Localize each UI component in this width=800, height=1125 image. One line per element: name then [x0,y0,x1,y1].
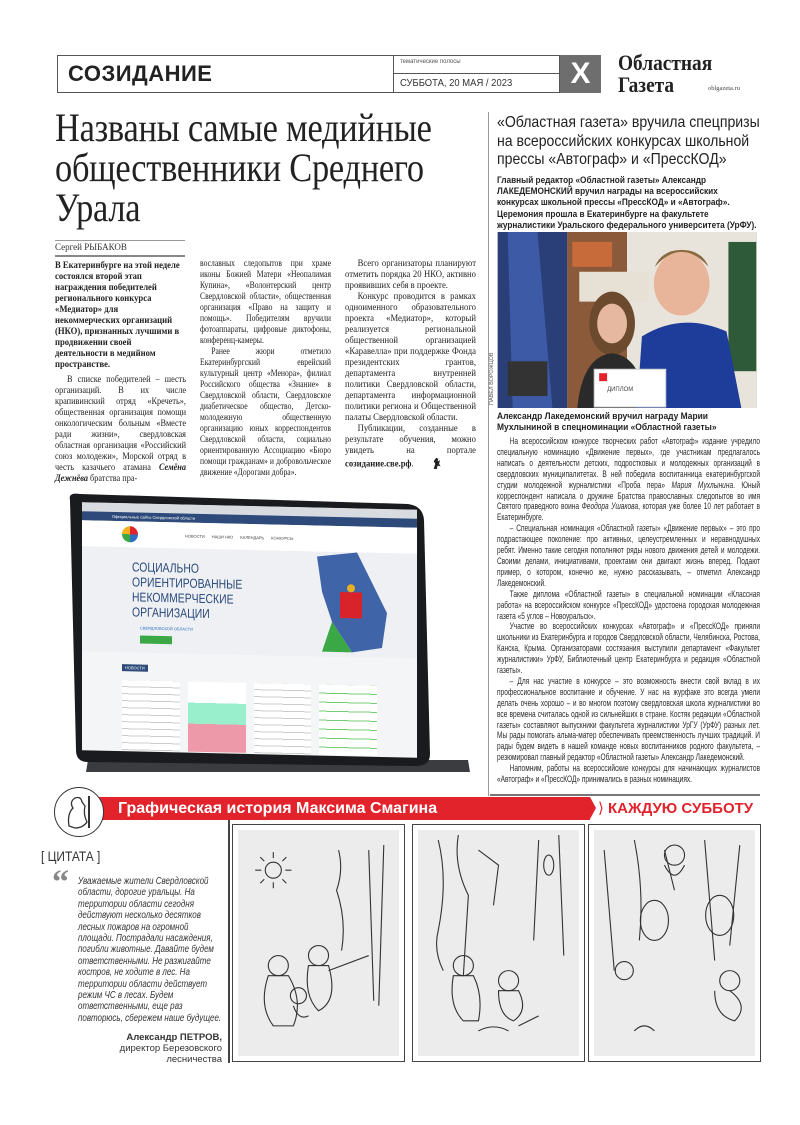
paragraph: Ранее жюри отметило Екатеринбургский еврейский культурный центр «Менора», филиал Российского общества «Знание» в Свердловской области, Свердловское диабетическое общество, Детско-молодежную общественную организацию юных корреспондентов Свердловской области, социально ориентированную Ассоциацию «Бюро помощи гражданам» и добровольческое движение «Дорогами добра». [200,346,331,478]
paragraph: . Юный корреспондент написала о дружине Братства православных следопытов во имя Святого праведного воина [497,478,760,512]
hero-line: ОРИЕНТИРОВАННЫЕ [132,574,243,592]
hero-subtitle: СВЕРДЛОВСКОЙ ОБЛАСТИ [140,625,193,632]
author-title: директор Березовского лесничества [119,1043,222,1065]
schedule-label: ⟩ КАЖДУЮ СУББОТУ [598,800,754,817]
award-photo [497,232,757,408]
newspaper-logo [618,52,712,96]
paragraph: Участие во всероссийских конкурсах «Автограф» и «ПрессКОД» приняли школьники из Екатеринбурга и городов Свердловской области, Челябинска, Ростова, Канска, Крыма. Организаторами состязания выступили департамент «Факультет журналистики» УрФУ, Библиотечный центр Екатеринбурга и редакция «Областной газеты». [497,620,760,676]
portal-link[interactable]: созидание.све.рф [345,458,412,470]
paragraph: Всего организаторы планируют отметить порядка 20 НКО, активно проявивших себя в проекте. [345,258,476,291]
quote-mark-icon: “ [52,864,69,901]
comic-panel-3 [588,824,761,1062]
paragraph: Напомним, работы на всероссийские конкурсы для начинающих журналистов «Автограф» и «ПрессКОД» принимались в разных номинациях. [497,762,760,785]
photo-credit: ПАВЕЛ ВОРОЖЦОВ [489,352,495,405]
regional-emblem-icon [419,456,442,473]
logo-url: oblgazeta.ru [708,85,740,92]
logo-line: Газета [618,72,675,97]
news-tab[interactable]: НОВОСТИ [122,664,148,672]
bear-emblem-icon [54,787,104,837]
site-nav-item[interactable]: НАШИ НКО [211,533,234,540]
hero-line: ОРГАНИЗАЦИИ [132,604,210,622]
banner-arrow [590,797,596,819]
paragraph: – Для нас участие в конкурсе – это возможность внести свой вклад в их профессиональное воспитание и обучение. У нас на журфаке это всегда умели делать очень хорошо – и во многом поэтому свердловская школа журналистики во все времена считалась одной из сильнейших в стране. Костяк редакции «Областной газеты» составляют выпускники факультета журналистики УрГУ (УрФУ) разных лет. Мы рады помогать альма-матер обеспечивать преемственность лучших традиций. И рады будем видеть в нашей команде новых воспитанников родного факультета, – резюмировал главный редактор «Областной газеты» Александр Лакедемонский. [497,674,760,763]
site-nav-item[interactable]: КАЛЕНДАРЬ [240,534,265,540]
hero-title [132,559,242,622]
site-nav-item[interactable]: КОНКУРСЫ [271,534,294,541]
tablet-photo [58,492,473,777]
paragraph: братства пра- [90,473,138,484]
section-header [57,55,560,93]
side-article-body [497,436,760,785]
section-divider [490,794,760,796]
quote-text: Уважаемые жители Свердловской области, дорогие уральцы. На территории области сегодня действуют несколько десятков лесных пожаров на огромной площади. Пострадали насаждения, погибли животные. Давайте будем ответственными. Не разжигайте костров, не ходите в лес. На территории области действует режим ЧС в лесах. Будем ответственными, еще раз повторюсь, сбережем наше будущее. [78,876,222,1024]
site-top-bar: Официальные сайты Свердловской области [82,511,417,528]
schedule-text: КАЖДУЮ СУББОТУ [608,800,754,817]
hero-button[interactable] [140,636,172,645]
paragraph: – Специальная номинация «Областной газеты» «Движение первых» – это про подрастающее поколение: про активных, целеустремленных и неравнодушных ребят. Именно такие сегодня пополняют ряды нового движения детей и молодежи. Своими делами, инициативами, проектами они двигают жизнь вперед. Подают пример, о котором, конечно же, нужно рассказывать, – отметил Александр Лакедемонский. [497,522,760,588]
article-title: Названы самые медийные общественники Среднего Урала [55,105,432,230]
paragraph: На всероссийском конкурсе творческих работ «Автограф» издание учредило специальную номинацию «Движение первых», где участникам предлагалось написать о деятельности детских, подростковых и молодежных организаций в свердловских муниципалитетах. В ней победила воспитанница екатеринбургской студии молодежной журналистики «Проба пера» [497,435,760,490]
paragraph: В списке победителей – шесть организаций. В их числе крапивинский отряд «Кречеть», общественная организация помощи онкологическим больным «Вместе ради жизни», свердловская областная организация «Российский союз молодежи», Морской отряд в честь казачьего атамана [55,374,186,473]
hero-line: СОЦИАЛЬНО [132,559,199,576]
comic-panel-2 [412,824,585,1062]
side-article-lead: Главный редактор «Областной газеты» Александр ЛАКЕДЕМОНСКИЙ вручил награды на всероссийских конкурсах школьной прессы «ПрессКОД» и «Автограф». Церемония прошла в Екатеринбурге на факультете журналистики Уральского федерального университета (УрФУ). [497,174,757,230]
paragraph: вославных следопытов при храме иконы Божией Матери «Неопалимая Купина», «Волонтерский центр Свердловской области», общественная организация «Право на защиту и помощь». Победителям вручили фотоаппараты, цифровые диктофоны, конференц-камеры. [200,258,331,346]
paragraph: Также диплома «Областной газеты» в специальной номинации «Классная работа» на всероссийском конкурсе «ПрессКОД» удостоена городская молодежная газета «5 углов – Новоуральск». [497,587,760,621]
byline: Сергей РЫБАКОВ [55,240,185,257]
tablet-screen [82,502,417,758]
column-divider [488,112,489,796]
quote-author [96,1032,222,1065]
header-divider [393,56,394,92]
site-logo-icon [122,526,138,542]
side-article-title: «Областная газета» вручила спецпризы на всероссийских конкурсах школьной прессы «Автограф» и «ПрессКОД» [497,114,760,168]
region-map-icon [312,551,392,658]
comic-panel-1 [232,824,405,1062]
person-name: Феодора Ушакова [581,500,639,512]
paragraph: Публикации, созданные в результате обучения, можно увидеть на портале [345,423,476,456]
article-column-1 [55,374,186,484]
photo-caption: Александр Лакедемонский вручил награду Марии Мухлыниной в спецноминации «Областной газеты» [497,410,717,433]
page-number: X [560,55,601,93]
quote-label: [ ЦИТАТА ] [41,848,101,864]
article-lead: В Екатеринбурге на этой неделе состоялся второй этап награждения победителей регионального конкурса «Медиатор» для некоммерческих организаций (НКО), признанных лучшими в продвижении своей деятельности в медийном пространстве. [55,260,180,370]
person-name: Мария Мухлынина [671,478,734,490]
article-column-3: Всего организаторы планируют отметить порядка 20 НКО, активно проявивших себя в проекте. Конкурс проводится в рамках одноименного образовательного проекта «Медиатор», который реализуется региональной общественной организацией «Каравелла» при поддержке Фонда президентских грантов, департамента внутренней политики Свердловской области, департамента информационной политики региона и Общественной палаты Свердловской области. Публикации, созданные в результате обучения, можно увидеть на портале созидание.све.рф. [345,258,476,473]
column-divider [228,820,230,1063]
rubric-title: СОЗИДАНИЕ [68,61,213,86]
paragraph: Конкурс проводится в рамках одноименного образовательного проекта «Медиатор», который реализуется региональной общественной организацией «Каравелла» при поддержке Фонда президентских грантов, департамента внутренней политики Свердловской области, департамента информационной политики региона и Общественной палаты Свердловской области. [345,291,476,423]
author-name: Александр ПЕТРОВ, [126,1032,222,1043]
paragraph: , которая уже более 10 лет работает в Екатеринбурге. [497,500,761,523]
issue-date: СУББОТА, 20 МАЯ / 2023 [400,77,513,89]
name-italic: Семёна Дежнёва [55,462,186,484]
diploma-text: ДИПЛОМ [607,387,634,394]
comic-banner: Графическая история Максима Смагина [93,797,590,820]
hero-line: НЕКОММЕРЧЕСКИЕ [132,589,234,607]
site-nav-item[interactable]: НОВОСТИ [185,533,205,539]
logo-line: Областная [618,50,713,75]
section-note: тематические полосы [400,59,461,65]
article-column-2 [200,258,331,478]
header-divider [393,73,560,74]
